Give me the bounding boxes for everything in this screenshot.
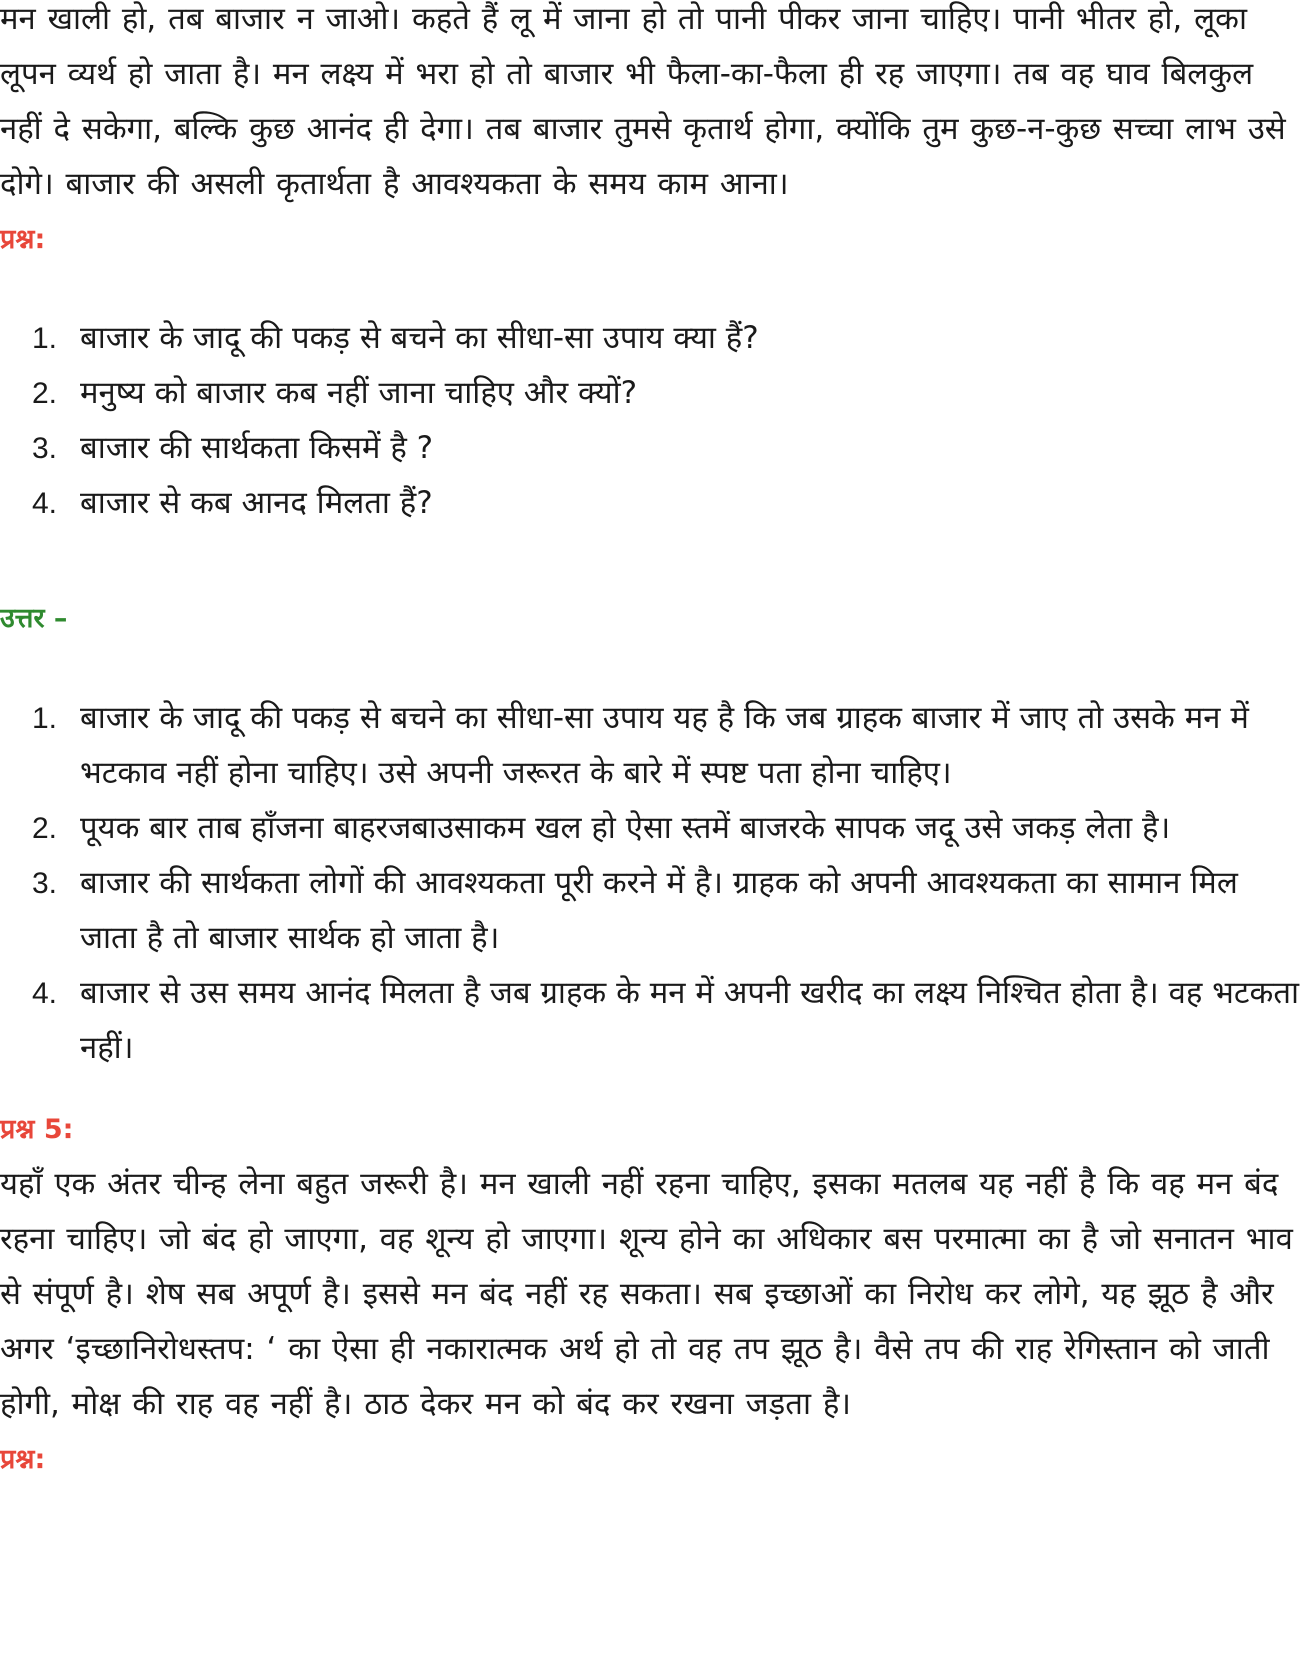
answer-number: 1.	[32, 702, 58, 735]
answer-item	[32, 856, 1300, 966]
spacer	[0, 267, 1300, 311]
question-item	[32, 366, 1300, 421]
spacer	[0, 646, 1300, 691]
answer-item	[32, 691, 1300, 801]
answer-text: पूयक बार ताब हाँजना बाहरजबाउसाकम खल हो ऐसा स्तमें बाजरके सापक जदू उसे जकड़ लेता है।	[80, 810, 1171, 846]
answer-text: बाजार के जादू की पकड़ से बचने का सीधा-सा उपाय यह है कि जब ग्राहक बाजार में जाए तो उसके मन में भटकाव नहीं होना चाहिए। उसे अपनी जरूरत के बारे में स्पष्ट पता होना चाहिए।	[80, 700, 1249, 791]
question-item	[32, 476, 1300, 531]
answer-item	[32, 966, 1300, 1076]
answers-list	[0, 691, 1300, 1076]
question5-heading: प्रश्न 5:	[0, 1114, 74, 1145]
spacer	[0, 531, 1300, 591]
answers-heading: उत्तर –	[0, 603, 68, 634]
question-number: 1.	[32, 322, 58, 355]
answer-item	[32, 801, 1300, 856]
question5-paragraph: यहाँ एक अंतर चीन्ह लेना बहुत जरूरी है। मन खाली नहीं रहना चाहिए, इसका मतलब यह नहीं है कि वह मन बंद रहना चाहिए। जो बंद हो जाएगा, वह शून्य हो जाएगा। शून्य होने का अधिकार बस परमात्मा का है जो सनातन भाव से संपूर्ण है। शेष सब अपूर्ण है। इससे मन बंद नहीं रह सकता। सब इच्छाओं का निरोध कर लोगे, यह झूठ है और अगर ‘इच्छानिरोधस्तप: ‘ का ऐसा ही नकारात्मक अर्थ हो तो वह तप झूठ है। वैसे तप की राह रेगिस्तान को जाती होगी, मोक्ष की राह वह नहीं है। ठाठ देकर मन को बंद कर रखना जड़ता है।	[0, 1166, 1293, 1422]
intro-paragraph: मन खाली हो, तब बाजार न जाओ। कहते हैं लू में जाना हो तो पानी पीकर जाना चाहिए। पानी भीतर हो, लूका लूपन व्यर्थ हो जाता है। मन लक्ष्य में भरा हो तो बाजार भी फैला-का-फैला ही रह जाएगा। तब वह घाव बिलकुल नहीं दे सकेगा, बल्कि कुछ आनंद ही देगा। तब बाजार तुमसे कृतार्थ होगा, क्योंकि तुम कुछ-न-कुछ सच्चा लाभ उसे दोगे। बाजार की असली कृतार्थता है आवश्यकता के समय काम आना।	[0, 1, 1286, 202]
questions-list	[0, 311, 1300, 531]
question-number: 4.	[32, 487, 58, 520]
question-text: बाजार से कब आनद मिलता हैं?	[80, 485, 433, 521]
question-number: 3.	[32, 432, 58, 465]
answer-number: 3.	[32, 867, 58, 900]
question-item	[32, 311, 1300, 366]
answer-text: बाजार की सार्थकता लोगों की आवश्यकता पूरी करने में है। ग्राहक को अपनी आवश्यकता का सामान मिल जाता है तो बाजार सार्थक हो जाता है।	[80, 865, 1238, 956]
question-text: बाजार की सार्थकता किसमें है ?	[80, 430, 434, 466]
answer-text: बाजार से उस समय आनंद मिलता है जब ग्राहक के मन में अपनी खरीद का लक्ष्य निश्चित होता है। वह भटकता नहीं।	[80, 975, 1300, 1066]
question-number: 2.	[32, 377, 58, 410]
question-text: बाजार के जादू की पकड़ से बचने का सीधा-सा उपाय क्या हैं?	[80, 320, 759, 356]
answer-number: 2.	[32, 812, 58, 845]
question-item	[32, 421, 1300, 476]
trailing-questions-heading: प्रश्न:	[0, 1444, 46, 1475]
spacer	[0, 1076, 1300, 1102]
answer-number: 4.	[32, 977, 58, 1010]
questions-heading: प्रश्न:	[0, 224, 46, 255]
question-text: मनुष्य को बाजार कब नहीं जाना चाहिए और क्यों?	[80, 375, 638, 411]
